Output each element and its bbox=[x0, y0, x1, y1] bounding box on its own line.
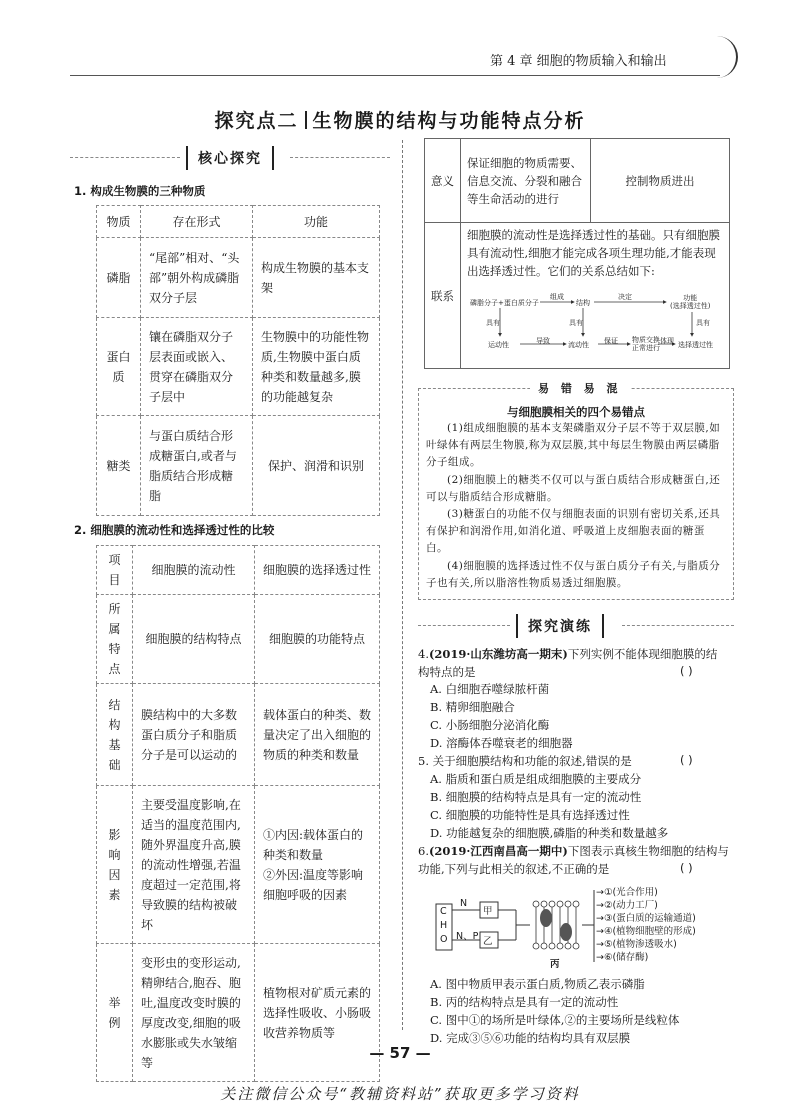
table-cell: 所属特点 bbox=[97, 595, 133, 684]
th-fluidity: 细胞膜的流动性 bbox=[133, 546, 255, 595]
title-right: 生物膜的结构与功能特点分析 bbox=[312, 110, 586, 132]
section-title bbox=[0, 106, 800, 133]
table-cell: 控制物质进出 bbox=[591, 139, 730, 223]
diagram-node: 流动性 bbox=[568, 341, 589, 349]
option: B. 细胞膜的结构特点是具有一定的流动性 bbox=[430, 790, 642, 804]
th-function: 功能 bbox=[253, 206, 380, 238]
table-fluidity-vs-permeability bbox=[96, 545, 380, 1082]
question-6: 6.(2019·江西南昌高一期中)下图表示真核生物细胞的结构与功能,下列与此相关的叙述,不正确的是 bbox=[418, 844, 729, 876]
function-item: →⑤(植物渗透吸水) bbox=[596, 939, 677, 950]
error-point-1: (1)组成细胞膜的基本支架磷脂双分子层不等于双层膜,如叶绿体有两层生物膜,称为双层膜,其中每层生物膜由两层磷脂分子组成。 bbox=[426, 422, 721, 468]
table-cell: 糖类 bbox=[97, 416, 141, 516]
function-item: →④(植物细胞壁的形成) bbox=[596, 926, 696, 937]
question-4: 4.(2019·山东潍坊高一期末)下列实例不能体现细胞膜的结构特点的是 bbox=[418, 647, 718, 679]
subhead-2: 2. 细胞膜的流动性和选择透过性的比较 bbox=[74, 523, 275, 537]
column-divider bbox=[402, 140, 403, 1030]
table-cell: 膜结构中的大多数蛋白质分子和脂质分子是可以运动的 bbox=[133, 684, 255, 786]
error-point-3: (3)糖蛋白的功能不仅与细胞表面的识别有密切关系,还具有保护和润滑作用,如消化道、呼吸道上皮细胞表面的糖蛋白。 bbox=[426, 508, 721, 554]
th-substance: 物质 bbox=[97, 206, 141, 238]
table-cell: 与蛋白质结合形成糖蛋白,或者与脂质结合形成糖脂 bbox=[141, 416, 253, 516]
element-label: C bbox=[440, 906, 447, 917]
core-tag: 核心探究 bbox=[186, 146, 274, 170]
table-cell: “尾部”相对、“头部”朝外构成磷脂双分子层 bbox=[141, 238, 253, 318]
option: B. 丙的结构特点是具有一定的流动性 bbox=[430, 995, 619, 1009]
error-point-4: (4)细胞膜的选择透过性不仅与蛋白质分子有关,与脂质分子也有关,所以脂溶性物质易透过细胞膜。 bbox=[426, 560, 721, 589]
table-cell: 生物膜中的功能性物质,生物膜中蛋白质种类和数量越多,膜的功能越复杂 bbox=[253, 318, 380, 416]
question-source: (2019·山东潍坊高一期末) bbox=[428, 647, 568, 661]
function-item: →③(蛋白质的运输通道) bbox=[596, 913, 696, 924]
footer-note: 关注微信公众号“教辅资料站”获取更多学习资料 bbox=[220, 1085, 580, 1103]
diagram-edge: 具有 bbox=[569, 319, 583, 327]
title-left: 探究点二 bbox=[214, 110, 299, 132]
function-item: →①(光合作用) bbox=[596, 887, 658, 898]
option: D. 功能越复杂的细胞膜,磷脂的种类和数量越多 bbox=[430, 826, 669, 840]
question-5: 5. 关于细胞膜结构和功能的叙述,错误的是 bbox=[418, 754, 632, 768]
core-tag-wrap bbox=[70, 146, 390, 170]
element-label: O bbox=[440, 934, 448, 945]
diagram-edge: 具有 bbox=[696, 319, 710, 327]
table-cell: 细胞膜的功能特点 bbox=[255, 595, 380, 684]
diagram-edge: 具有 bbox=[486, 319, 500, 327]
subhead-1: 1. 构成生物膜的三种物质 bbox=[74, 184, 206, 198]
answer-blank: ( ) bbox=[680, 753, 693, 767]
diagram-node: 功能 (选择透过性) bbox=[670, 294, 711, 310]
table-cell: 保护、润滑和识别 bbox=[253, 416, 380, 516]
diagram-edge: 保证 bbox=[604, 337, 618, 345]
table-cell: 联系 bbox=[425, 223, 461, 369]
table-cell: 植物根对矿质元素的选择性吸收、小肠吸收营养物质等 bbox=[255, 944, 380, 1082]
table-cell: 主要受温度影响,在适当的温度范围内,随外界温度升高,膜的流动性增强,若温度超过一定范围,将导致膜的结构被破坏 bbox=[133, 786, 255, 944]
relationship-diagram bbox=[470, 292, 730, 358]
table-cell: 举例 bbox=[97, 944, 133, 1082]
diagram-edge: 组成 bbox=[550, 293, 564, 301]
substance-label: 乙 bbox=[483, 936, 493, 947]
diagram-node: 结构 bbox=[576, 299, 590, 307]
diagram-node: 选择透过性 bbox=[678, 341, 713, 349]
practice-tag: 探究演练 bbox=[516, 614, 604, 638]
substance-label: 甲 bbox=[483, 906, 493, 917]
option: A. 图中物质甲表示蛋白质,物质乙表示磷脂 bbox=[430, 977, 645, 991]
error-point-2: (2)细胞膜上的糖类不仅可以与蛋白质结合形成糖蛋白,还可以与脂质结合形成糖脂。 bbox=[426, 474, 721, 503]
structure-label: 丙 bbox=[550, 959, 560, 970]
element-label: H bbox=[440, 920, 448, 931]
diagram-node: 磷脂分子+蛋白质分子 bbox=[470, 299, 539, 307]
option: D. 溶酶体吞噬衰老的细胞器 bbox=[430, 736, 573, 750]
answer-blank: ( ) bbox=[680, 664, 693, 678]
page-number: — 57 — bbox=[369, 1044, 431, 1062]
option: D. 完成③⑤⑥功能的结构均具有双层膜 bbox=[430, 1031, 631, 1045]
option: B. 精卵细胞融合 bbox=[430, 700, 515, 714]
diagram-edge: 决定 bbox=[618, 293, 632, 301]
th-form: 存在形式 bbox=[141, 206, 253, 238]
diagram-edge: 体现 bbox=[660, 337, 674, 345]
header-rule bbox=[70, 75, 720, 76]
table-cell: 细胞膜的结构特点 bbox=[133, 595, 255, 684]
question-source: (2019·江西南昌高一期中) bbox=[428, 844, 568, 858]
diagram-node: 运动性 bbox=[488, 341, 509, 349]
option: C. 小肠细胞分泌消化酶 bbox=[430, 718, 550, 732]
table-cell: 结构基础 bbox=[97, 684, 133, 786]
diagram-edge: 导致 bbox=[536, 337, 550, 345]
chapter-header: 第 4 章 细胞的物质输入和输出 bbox=[490, 54, 667, 69]
option: C. 细胞膜的功能特性是具有选择透过性 bbox=[430, 808, 630, 822]
option: A. 脂质和蛋白质是组成细胞膜的主要成分 bbox=[430, 772, 642, 786]
table-cell: 意义 bbox=[425, 139, 461, 223]
option: C. 图中①的场所是叶绿体,②的主要场所是线粒体 bbox=[430, 1013, 680, 1027]
table-cell: ①内因:载体蛋白的种类和数量 ②外因:温度等影响细胞呼吸的因素 bbox=[255, 786, 380, 944]
th-item: 项目 bbox=[97, 546, 133, 595]
table-cell: 蛋白质 bbox=[97, 318, 141, 416]
table-cell: 镶在磷脂双分子层表面或嵌入、贯穿在磷脂双分子层中 bbox=[141, 318, 253, 416]
cell-structure-diagram bbox=[434, 882, 714, 974]
table-cell: 磷脂 bbox=[97, 238, 141, 318]
answer-blank: ( ) bbox=[680, 861, 693, 875]
th-permeability: 细胞膜的选择透过性 bbox=[255, 546, 380, 595]
table-cell: 细胞膜的流动性是选择透过性的基础。只有细胞膜具有流动性,细胞才能完成各项生理功能,才能表现出选择透过性。它们的关系总结如下: bbox=[461, 223, 730, 369]
error-box-title: 易 错 易 混 bbox=[530, 380, 630, 396]
title-separator bbox=[305, 111, 307, 129]
diagram-node: 物质交换 正常进行 bbox=[632, 336, 660, 352]
element-label: N、P bbox=[456, 931, 479, 942]
header-bracket bbox=[712, 36, 738, 78]
table-cell: 构成生物膜的基本支架 bbox=[253, 238, 380, 318]
element-label: N bbox=[460, 898, 468, 909]
function-item: →②(动力工厂) bbox=[596, 900, 658, 911]
table-cell: 保证细胞的物质需要、信息交流、分裂和融合等生命活动的进行 bbox=[461, 139, 591, 223]
table-cell: 影响因素 bbox=[97, 786, 133, 944]
table-cell: 变形虫的变形运动,精卵结合,胞吞、胞吐,温度改变时膜的厚度改变,细胞的吸水膨胀或失水皱缩等 bbox=[133, 944, 255, 1082]
option: A. 白细胞吞噬绿脓杆菌 bbox=[430, 682, 550, 696]
error-box-subtitle: 与细胞膜相关的四个易错点 bbox=[507, 405, 645, 419]
table-cell: 载体蛋白的种类、数量决定了出入细胞的物质的种类和数量 bbox=[255, 684, 380, 786]
table-membrane-substances bbox=[96, 205, 380, 516]
practice-tag-wrap bbox=[418, 614, 734, 638]
function-item: →⑥(储存酶) bbox=[596, 952, 649, 963]
